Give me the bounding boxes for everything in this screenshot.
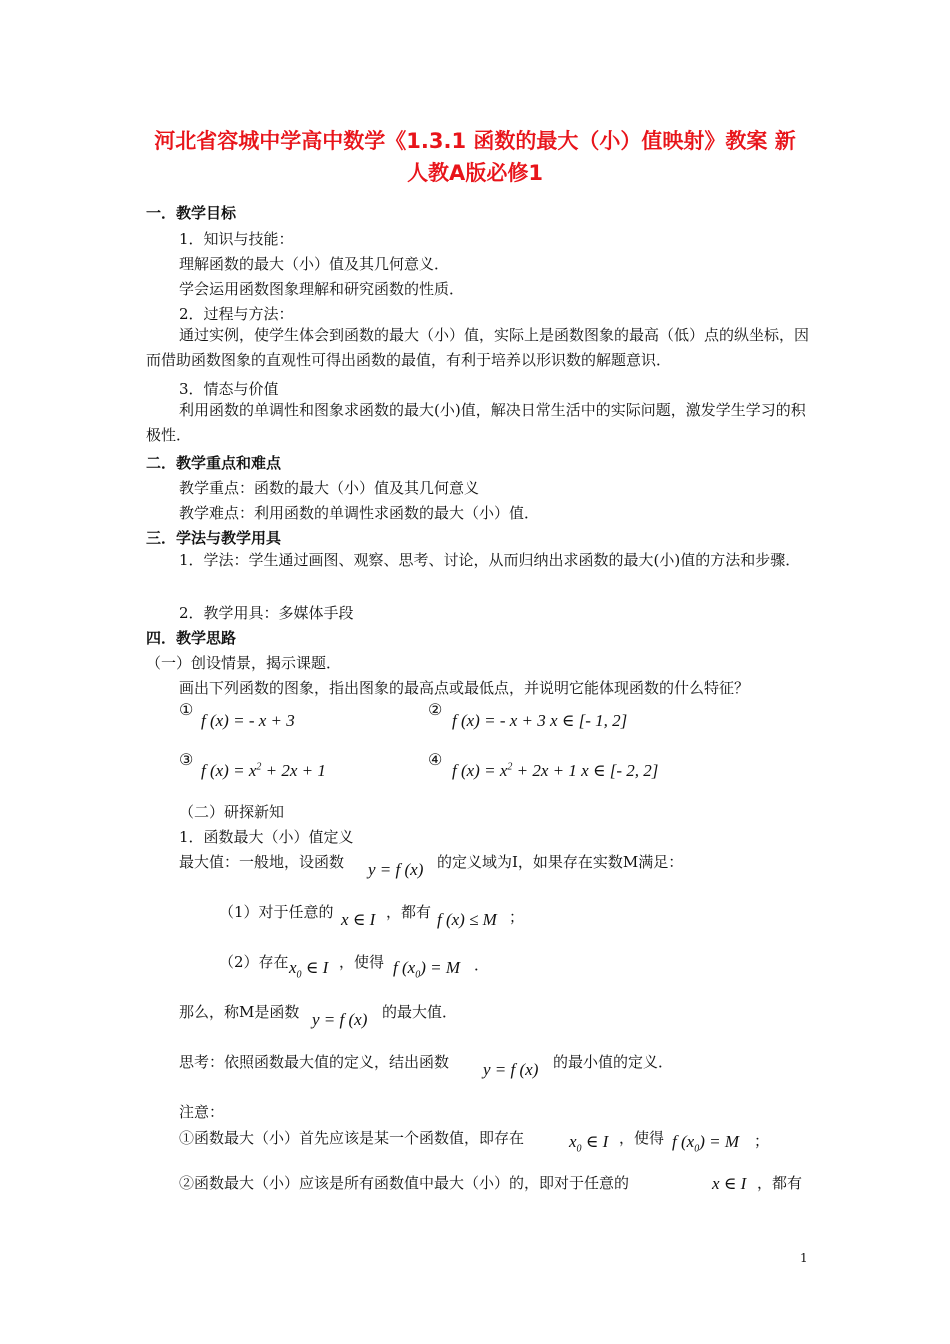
condition2-math-b: f $(x_0) = M$ — [393, 958, 460, 981]
section4-subheading-2: （二）研探新知 — [179, 803, 285, 821]
section1-item2-paragraph: 通过实例，使学生体会到函数的最大（小）值，实际上是函数图象的最高（低）点的纵坐标，因而借助函数图象的直观性可得出函数的最值，有利于培养以形识数的解题意识． — [146, 326, 810, 369]
note1-math-b: f $(x_0) = M$ — [672, 1132, 739, 1155]
formula-2: f (x) = - x + 3 x ∈ [- 1, 2] — [452, 711, 628, 730]
note1-math-a: $x_0$ ∈ I — [569, 1132, 609, 1155]
formula-1: f (x) = - x + 3 — [201, 711, 295, 730]
note1-text-a: ①函数最大（小）首先应该是某一个函数值，即存在 — [179, 1129, 525, 1147]
condition2-text-b: ，使得 — [339, 953, 385, 971]
condition1-text-a: （1）对于任意的 — [219, 903, 334, 921]
section4-prompt: 画出下列函数的图象，指出图象的最高点或最低点，并说明它能体现函数的什么特征？ — [179, 679, 750, 697]
document-title-line1: 河北省容城中学高中数学《1.3.1 函数的最大（小）值映射》教案 新 — [154, 129, 796, 153]
section1-item1-line2: 学会运用函数图象理解和研究函数的性质． — [179, 280, 465, 298]
section2-heading: 二．教学重点和难点 — [146, 454, 282, 472]
definition-math: y = f (x) — [368, 860, 424, 879]
section3-item2: 2．教学用具：多媒体手段 — [179, 604, 354, 622]
note2-text-b: ，都有 — [757, 1174, 803, 1192]
think-text-b: 的最小值的定义． — [553, 1053, 674, 1071]
document-title-line2: 人教A版必修1 — [407, 161, 543, 185]
note1-text-b: ，使得 — [619, 1129, 665, 1147]
section1-item1-line1: 理解函数的最大（小）值及其几何意义． — [179, 255, 450, 273]
condition2-text-a: （2）存在 — [219, 953, 289, 971]
condition1-text-b: ，都有 — [386, 903, 432, 921]
section2-line2: 教学难点：利用函数的单调性求函数的最大（小）值． — [179, 504, 540, 522]
conclusion-math: y = f (x) — [312, 1010, 368, 1029]
note2-text-a: ②函数最大（小）应该是所有函数值中最大（小）的，即对于任意的 — [179, 1174, 630, 1192]
note2-math: x ∈ I — [712, 1174, 747, 1193]
definition-text-b: 的定义域为I，如果存在实数M满足： — [437, 853, 684, 871]
think-text-a: 思考：依照函数最大值的定义，结出函数 — [179, 1053, 450, 1071]
conclusion-text-a: 那么，称M是函数 — [179, 1003, 300, 1021]
formula-number-2: ② — [428, 700, 443, 719]
conclusion-text-b: 的最大值． — [382, 1003, 458, 1021]
formula-4: f $(x) = x^2 + 2x + 1$ x ∈ [- 2, 2] — [452, 761, 659, 780]
condition2-math-a: $x_0$ ∈ I — [289, 958, 329, 981]
page-number: 1 — [800, 1251, 808, 1265]
section4-subheading-1: （一）创设情景，揭示课题． — [146, 654, 342, 672]
section2-line1: 教学重点：函数的最大（小）值及其几何意义 — [179, 479, 480, 497]
section1-item3-paragraph: 利用函数的单调性和图象求函数的最大(小)值，解决日常生活中的实际问题，激发学生学习的积极性． — [146, 401, 806, 444]
condition2-text-c: ． — [474, 956, 490, 974]
section3-item1-paragraph: 1．学法：学生通过画图、观察、思考、讨论，从而归纳出求函数的最大(小)值的方法和步骤． — [179, 551, 801, 569]
formula-3: f $(x) = x^2 + 2x + 1$ — [201, 761, 326, 780]
definition-title: 1．函数最大（小）值定义 — [179, 828, 354, 846]
formula-number-3: ③ — [179, 750, 194, 769]
section4-heading: 四．教学思路 — [146, 629, 237, 647]
condition1-math-a: x ∈ I — [341, 910, 376, 929]
section1-item3: 3．情态与价值 — [179, 380, 279, 398]
condition1-text-c: ； — [509, 908, 525, 926]
section1-item1: 1．知识与技能： — [179, 230, 294, 248]
section1-heading: 一．教学目标 — [146, 204, 237, 222]
condition1-math-b: f (x) ≤ M — [437, 910, 497, 929]
formula-number-4: ④ — [428, 750, 443, 769]
think-math: y = f (x) — [483, 1060, 539, 1079]
note-heading: 注意： — [179, 1103, 225, 1121]
section1-item2: 2．过程与方法： — [179, 305, 294, 323]
formula-number-1: ① — [179, 700, 194, 719]
section3-heading: 三．学法与教学用具 — [146, 529, 282, 547]
definition-text-a: 最大值：一般地，设函数 — [179, 853, 345, 871]
note1-text-c: ； — [754, 1132, 770, 1150]
